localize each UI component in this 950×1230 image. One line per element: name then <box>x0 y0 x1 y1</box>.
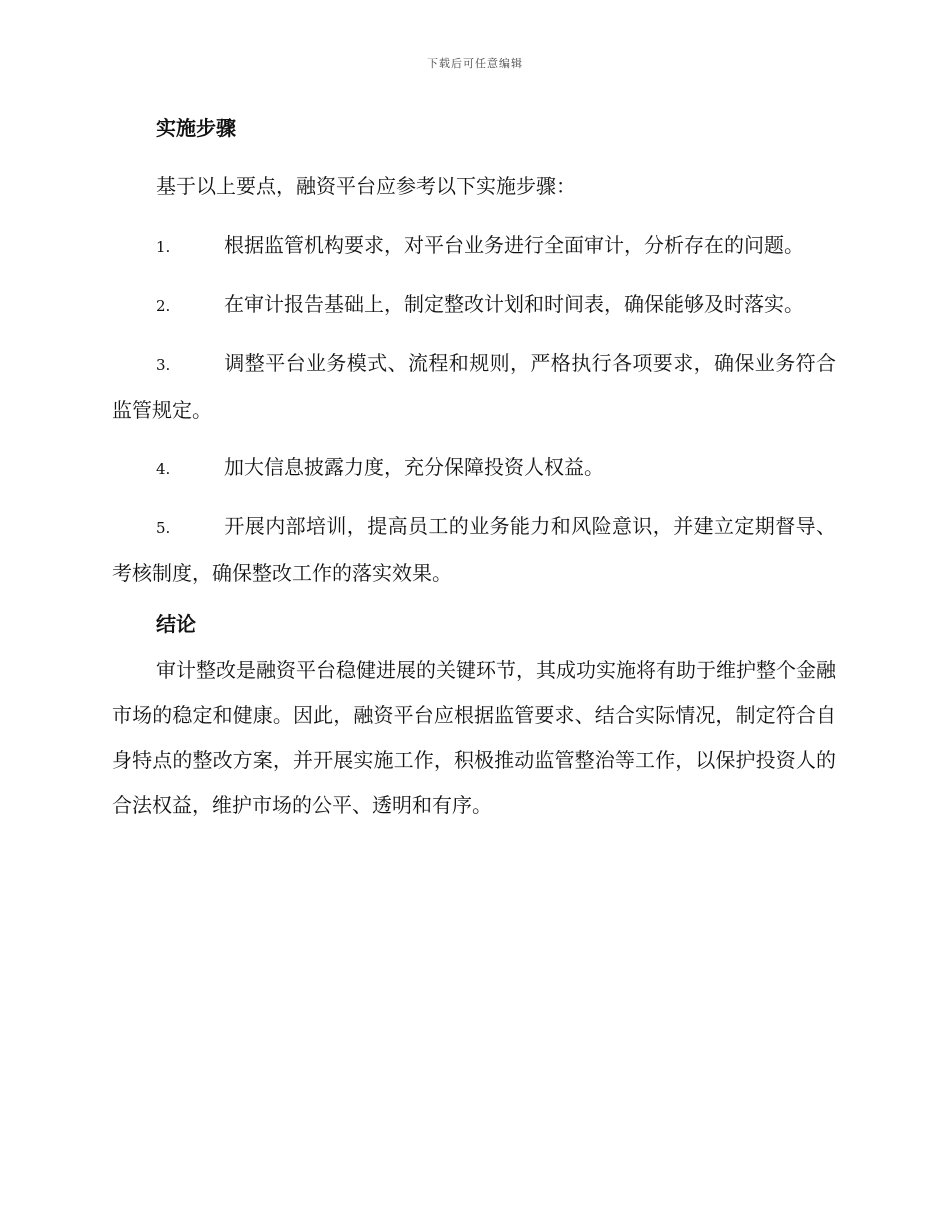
step-number: 4. <box>156 460 171 478</box>
step-item-1 <box>112 223 836 270</box>
page-header-note: 下载后可任意编辑 <box>427 57 523 70</box>
step-item-3 <box>112 341 836 433</box>
step-item-2 <box>112 282 836 329</box>
step-text: 调整平台业务模式、流程和规则，严格执行各项要求，确保业务符合监管规定。 <box>112 351 836 422</box>
step-item-4 <box>112 445 836 492</box>
step-number: 2. <box>156 297 171 315</box>
implementation-intro: 基于以上要点，融资平台应参考以下实施步骤： <box>156 174 576 198</box>
step-text: 开展内部培训，提高员工的业务能力和风险意识，并建立定期督导、考核制度，确保整改工作的落实效果。 <box>112 514 836 585</box>
step-text: 加大信息披露力度，充分保障投资人权益。 <box>224 455 604 479</box>
step-number: 1. <box>156 238 171 256</box>
section-heading-conclusion: 结论 <box>156 612 196 636</box>
conclusion-body: 审计整改是融资平台稳健进展的关键环节，其成功实施将有助于维护整个金融市场的稳定和健康。因此，融资平台应根据监管要求、结合实际情况，制定符合自身特点的整改方案，并开展实施工作，积极推动监管整治等工作，以保护投资人的合法权益，维护市场的公平、透明和有序。 <box>112 658 836 817</box>
step-number: 3. <box>156 356 171 374</box>
step-item-5 <box>112 504 836 596</box>
step-text: 根据监管机构要求，对平台业务进行全面审计，分析存在的问题。 <box>224 233 804 257</box>
step-text: 在审计报告基础上，制定整改计划和时间表，确保能够及时落实。 <box>224 292 804 316</box>
document-body <box>112 112 836 842</box>
section-heading-implementation: 实施步骤 <box>156 116 236 140</box>
step-number: 5. <box>156 519 171 537</box>
